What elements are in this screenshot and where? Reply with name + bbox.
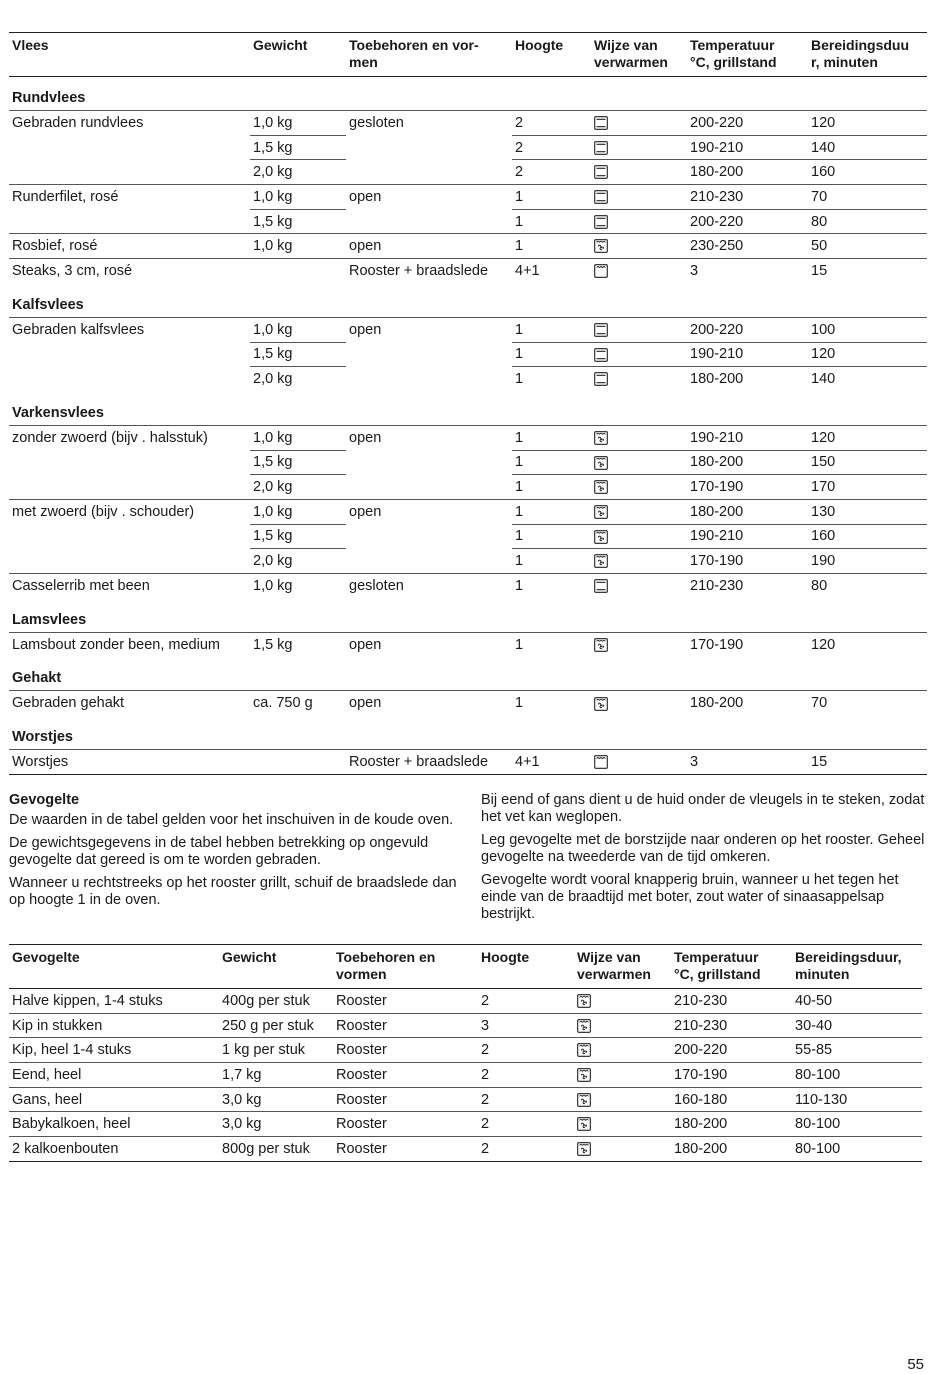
weight-cell: 1,5 kg [250, 342, 346, 367]
table-row [9, 1063, 922, 1088]
circulating-grill-icon [594, 239, 608, 253]
meat-name-cell: Gebraden gehakt [12, 695, 125, 712]
duration-cell: 120 [808, 425, 927, 450]
weight-cell: 1,0 kg [250, 111, 346, 136]
section-header-row [9, 391, 927, 425]
shelf-level-cell: 2 [515, 164, 524, 181]
table-row [9, 234, 927, 259]
meat-table-header [9, 33, 927, 77]
section-header-row [9, 283, 927, 317]
circulating-grill-icon [594, 638, 608, 652]
col-header-hoogte: Hoogte [515, 37, 564, 53]
col-header-toebehoren: Toebehoren en vor- men [349, 37, 479, 70]
duration-cell: 140 [808, 135, 927, 160]
weight-cell: 400g per stuk [222, 992, 310, 1009]
table-row [9, 691, 927, 716]
weight-cell: 1,5 kg [253, 213, 293, 230]
heating-mode-cell [591, 259, 687, 284]
weight-cell: ca. 750 g [253, 695, 313, 712]
heating-mode-cell [591, 549, 687, 574]
temperature-cell: 170-190 [690, 553, 744, 570]
weight-cell: 2,0 kg [253, 371, 293, 388]
heating-mode-cell [591, 111, 687, 136]
heating-mode-cell [574, 1038, 671, 1063]
section-header-row [9, 657, 927, 691]
duration-cell: 160 [808, 524, 927, 549]
accessory-cell: Rooster [333, 1137, 478, 1162]
shelf-level-cell: 1 [515, 479, 524, 496]
table-row [9, 425, 927, 450]
weight-cell: 2,0 kg [253, 553, 293, 570]
heating-mode-cell [591, 367, 687, 392]
table-row [9, 1038, 922, 1063]
shelf-level-cell: 2 [512, 135, 591, 160]
heating-mode-cell [574, 1137, 671, 1162]
circulating-grill-icon [594, 505, 608, 519]
temperature-cell: 200-220 [671, 1038, 792, 1063]
temperature-cell: 210-230 [674, 992, 728, 1009]
duration-cell: 30-40 [792, 1013, 922, 1038]
col-header-verwarmen: Wijze van verwarmen [577, 949, 651, 982]
accessory-cell: open [346, 234, 512, 259]
col-header-temperatuur: Temperatuur °C, grillstand [674, 949, 761, 982]
weight-cell: 1 kg per stuk [219, 1038, 333, 1063]
section-header-row [9, 716, 927, 750]
section-title: Varkensvlees [9, 391, 927, 425]
shelf-level-cell: 1 [512, 185, 591, 210]
heating-mode-cell [591, 524, 687, 549]
temperature-cell: 180-200 [690, 371, 744, 388]
temperature-cell: 3 [687, 750, 808, 775]
duration-cell: 15 [808, 259, 927, 284]
section-title: Rundvlees [9, 77, 927, 111]
accessory-cell: Rooster [333, 1063, 478, 1088]
accessory-cell: Rooster [333, 1013, 478, 1038]
table-row [9, 1137, 922, 1162]
duration-cell: 120 [808, 111, 927, 136]
temperature-cell: 180-200 [671, 1137, 792, 1162]
meat-name-cell: Lamsbout zonder been, medium [12, 636, 220, 653]
circulating-grill-icon [577, 1093, 591, 1107]
top-bottom-heat-icon [594, 372, 608, 386]
heating-mode-cell [591, 160, 687, 185]
poultry-note: Bij eend of gans dient u de huid onder de vleugels in te steken, zodat het vet kan weglopen. [481, 792, 925, 825]
poultry-notes-left [9, 792, 459, 915]
accessory-cell: open [346, 499, 512, 573]
shelf-level-cell: 2 [478, 1087, 574, 1112]
circulating-grill-icon [594, 456, 608, 470]
duration-cell: 100 [808, 317, 927, 342]
duration-cell: 55-85 [792, 1038, 922, 1063]
circulating-grill-icon [577, 1068, 591, 1082]
heating-mode-cell [591, 135, 687, 160]
heating-mode-cell [591, 632, 687, 657]
table-row [9, 1112, 922, 1137]
weight-cell: 1,5 kg [250, 524, 346, 549]
temperature-cell: 190-210 [687, 524, 808, 549]
temperature-cell: 190-210 [687, 342, 808, 367]
table-row [9, 317, 927, 342]
heating-mode-cell [591, 574, 687, 599]
circulating-grill-icon [594, 431, 608, 445]
section-title: Kalfsvlees [9, 283, 927, 317]
duration-cell: 80 [811, 213, 828, 230]
temperature-cell: 3 [687, 259, 808, 284]
weight-cell: 1,5 kg [250, 135, 346, 160]
weight-cell: 1,0 kg [250, 234, 346, 259]
duration-cell: 190 [811, 553, 836, 570]
accessory-cell: open [349, 321, 382, 338]
col-header-gewicht: Gewicht [222, 949, 277, 965]
shelf-level-cell: 4+1 [512, 259, 591, 284]
shelf-level-cell: 1 [512, 574, 591, 599]
meat-name-cell: Gebraden rundvlees [12, 115, 144, 131]
temperature-cell: 180-200 [687, 450, 808, 475]
circulating-grill-icon [577, 1117, 591, 1131]
heating-mode-cell [591, 750, 687, 775]
section-title: Lamsvlees [9, 598, 927, 632]
meat-cooking-table [9, 32, 927, 775]
duration-cell: 70 [811, 695, 828, 712]
heating-mode-cell [591, 425, 687, 450]
heating-mode-cell [591, 342, 687, 367]
shelf-level-cell: 1 [512, 317, 591, 342]
top-bottom-heat-icon [594, 116, 608, 130]
weight-cell: 250 g per stuk [219, 1013, 333, 1038]
temperature-cell: 190-210 [687, 135, 808, 160]
col-header-temperatuur: Temperatuur °C, grillstand [690, 37, 777, 70]
shelf-level-cell: 2 [478, 1038, 574, 1063]
top-bottom-heat-icon [594, 141, 608, 155]
top-bottom-heat-icon [594, 323, 608, 337]
accessory-cell: open [346, 185, 512, 234]
temperature-cell: 170-190 [690, 636, 744, 653]
meat-name-cell: Gebraden kalfsvlees [12, 321, 145, 338]
shelf-level-cell: 1 [515, 213, 524, 230]
duration-cell: 80 [808, 574, 927, 599]
accessory-cell: Rooster [333, 1038, 478, 1063]
poultry-name-cell: Eend, heel [9, 1063, 219, 1088]
shelf-level-cell: 1 [515, 371, 524, 388]
accessory-cell: gesloten [346, 574, 512, 599]
accessory-cell: Rooster + braadslede [346, 750, 512, 775]
weight-cell: 800g per stuk [219, 1137, 333, 1162]
col-header-verwarmen: Wijze van verwarmen [594, 37, 668, 70]
poultry-name-cell: Kip in stukken [9, 1013, 219, 1038]
circulating-grill-icon [594, 480, 608, 494]
accessory-cell: open [349, 695, 382, 712]
duration-cell: 70 [808, 185, 927, 210]
shelf-level-cell: 1 [512, 524, 591, 549]
poultry-table-header [9, 945, 922, 989]
table-row [9, 1013, 922, 1038]
weight-cell: 3,0 kg [219, 1087, 333, 1112]
section-title: Gehakt [9, 657, 927, 691]
poultry-name-cell: Halve kippen, 1-4 stuks [12, 992, 163, 1009]
duration-cell: 80-100 [792, 1063, 922, 1088]
col-header-vlees: Vlees [12, 37, 49, 53]
duration-cell: 40-50 [795, 992, 833, 1009]
col-header-gewicht: Gewicht [253, 37, 308, 53]
duration-cell: 120 [808, 342, 927, 367]
table-row [9, 259, 927, 284]
temperature-cell: 180-200 [687, 499, 808, 524]
accessory-cell: open [349, 429, 382, 446]
shelf-level-cell: 2 [512, 111, 591, 136]
col-header-bereidingsduur: Bereidingsduur, minuten [795, 949, 902, 982]
circulating-grill-icon [577, 1142, 591, 1156]
meat-name-cell: zonder zwoerd (bijv . halsstuk) [12, 429, 208, 446]
shelf-level-cell: 1 [512, 234, 591, 259]
poultry-note: Leg gevogelte met de borstzijde naar onderen op het rooster. Geheel gevogelte na tweederde van de tijd omkeren. [481, 832, 925, 865]
poultry-name-cell: 2 kalkoenbouten [9, 1137, 219, 1162]
poultry-name-cell: Babykalkoen, heel [9, 1112, 219, 1137]
temperature-cell: 180-200 [671, 1112, 792, 1137]
table-row [9, 750, 927, 775]
table-row [9, 499, 927, 524]
table-row [9, 574, 927, 599]
shelf-level-cell: 1 [515, 695, 524, 712]
section-title: Worstjes [9, 716, 927, 750]
col-header-toebehoren: Toebehoren en vormen [336, 949, 436, 982]
temperature-cell: 170-190 [671, 1063, 792, 1088]
shelf-level-cell: 1 [512, 425, 591, 450]
duration-cell: 160 [811, 164, 836, 181]
weight-cell: 1,5 kg [253, 636, 293, 653]
heating-mode-cell [591, 209, 687, 234]
shelf-level-cell: 1 [512, 450, 591, 475]
circulating-grill-icon [594, 697, 608, 711]
duration-cell: 130 [808, 499, 927, 524]
meat-name-cell: Steaks, 3 cm, rosé [9, 259, 250, 284]
shelf-level-cell: 1 [512, 499, 591, 524]
poultry-note: De waarden in de tabel gelden voor het inschuiven in de koude oven. [9, 812, 454, 828]
heating-mode-cell [591, 691, 687, 716]
shelf-level-cell: 2 [481, 992, 490, 1009]
heating-mode-cell [591, 475, 687, 500]
heating-mode-cell [574, 1087, 671, 1112]
heating-mode-cell [591, 450, 687, 475]
weight-cell: 1,0 kg [250, 425, 346, 450]
shelf-level-cell: 2 [478, 1112, 574, 1137]
temperature-cell: 190-210 [687, 425, 808, 450]
temperature-cell: 170-190 [690, 479, 744, 496]
temperature-cell: 180-200 [690, 164, 744, 181]
poultry-note: Wanneer u rechtstreeks op het rooster grillt, schuif de braadslede dan op hoogte 1 in de oven. [9, 875, 457, 908]
weight-cell: 1,0 kg [250, 499, 346, 524]
shelf-level-cell: 4+1 [512, 750, 591, 775]
top-bottom-heat-icon [594, 190, 608, 204]
meat-name-cell: met zwoerd (bijv . schouder) [9, 499, 250, 573]
col-header-bereidingsduur: Bereidingsduu r, minuten [811, 37, 910, 70]
weight-cell [250, 259, 346, 284]
grill-icon [594, 755, 608, 769]
weight-cell [250, 750, 346, 775]
meat-name-cell: Rosbief, rosé [9, 234, 250, 259]
grill-icon [594, 264, 608, 278]
heating-mode-cell [574, 1013, 671, 1038]
heating-mode-cell [574, 989, 671, 1014]
top-bottom-heat-icon [594, 165, 608, 179]
temperature-cell: 210-230 [671, 1013, 792, 1038]
duration-cell: 140 [811, 371, 836, 388]
temperature-cell: 210-230 [687, 574, 808, 599]
accessory-cell: Rooster + braadslede [346, 259, 512, 284]
page-number: 55 [907, 1356, 924, 1373]
weight-cell: 1,0 kg [250, 317, 346, 342]
shelf-level-cell: 2 [478, 1063, 574, 1088]
temperature-cell: 180-200 [690, 695, 744, 712]
heating-mode-cell [574, 1063, 671, 1088]
weight-cell: 1,7 kg [219, 1063, 333, 1088]
duration-cell: 80-100 [792, 1112, 922, 1137]
temperature-cell: 200-220 [687, 317, 808, 342]
poultry-heading: Gevogelte [9, 792, 80, 808]
top-bottom-heat-icon [594, 348, 608, 362]
duration-cell: 150 [808, 450, 927, 475]
duration-cell: 50 [808, 234, 927, 259]
poultry-notes-right [481, 792, 926, 929]
duration-cell: 80-100 [792, 1137, 922, 1162]
weight-cell: 1,5 kg [250, 450, 346, 475]
weight-cell: 3,0 kg [219, 1112, 333, 1137]
duration-cell: 170 [811, 479, 836, 496]
col-header-hoogte: Hoogte [481, 949, 530, 965]
circulating-grill-icon [594, 554, 608, 568]
table-row [9, 632, 927, 657]
section-header-row [9, 598, 927, 632]
shelf-level-cell: 3 [478, 1013, 574, 1038]
shelf-level-cell: 1 [515, 636, 524, 653]
accessory-cell: Rooster [333, 1112, 478, 1137]
duration-cell: 15 [808, 750, 927, 775]
duration-cell: 120 [811, 636, 836, 653]
meat-name-cell: Runderfilet, rosé [9, 185, 250, 234]
shelf-level-cell: 2 [478, 1137, 574, 1162]
weight-cell: 2,0 kg [253, 479, 293, 496]
weight-cell: 2,0 kg [253, 164, 293, 181]
table-row [9, 185, 927, 210]
temperature-cell: 210-230 [687, 185, 808, 210]
poultry-note: De gewichtsgegevens in de tabel hebben betrekking op ongevuld gevogelte dat gereed is om te worden gebraden. [9, 835, 429, 868]
temperature-cell: 160-180 [671, 1087, 792, 1112]
meat-name-cell: Casselerrib met been [9, 574, 250, 599]
heating-mode-cell [591, 499, 687, 524]
shelf-level-cell: 1 [512, 342, 591, 367]
duration-cell: 110-130 [792, 1087, 922, 1112]
section-header-row [9, 77, 927, 111]
accessory-cell: Rooster [333, 1087, 478, 1112]
heating-mode-cell [591, 317, 687, 342]
heating-mode-cell [591, 234, 687, 259]
heating-mode-cell [591, 185, 687, 210]
table-row [9, 1087, 922, 1112]
top-bottom-heat-icon [594, 579, 608, 593]
weight-cell: 1,0 kg [250, 574, 346, 599]
heating-mode-cell [574, 1112, 671, 1137]
temperature-cell: 200-220 [687, 111, 808, 136]
circulating-grill-icon [577, 1019, 591, 1033]
temperature-cell: 230-250 [687, 234, 808, 259]
poultry-cooking-table [9, 944, 922, 1162]
accessory-cell: gesloten [349, 115, 404, 131]
col-header-gevogelte: Gevogelte [12, 949, 80, 965]
shelf-level-cell: 1 [515, 553, 524, 570]
poultry-name-cell: Kip, heel 1-4 stuks [9, 1038, 219, 1063]
table-row [9, 111, 927, 136]
circulating-grill-icon [577, 994, 591, 1008]
accessory-cell: open [349, 636, 382, 653]
circulating-grill-icon [594, 530, 608, 544]
table-row [9, 989, 922, 1014]
temperature-cell: 200-220 [690, 213, 744, 230]
top-bottom-heat-icon [594, 215, 608, 229]
weight-cell: 1,0 kg [250, 185, 346, 210]
meat-name-cell: Worstjes [9, 750, 250, 775]
accessory-cell: Rooster [336, 992, 387, 1009]
poultry-note: Gevogelte wordt vooral knapperig bruin, wanneer u het tegen het einde van de braadtijd met boter, zout water of sinaasappelsap bestrijkt. [481, 872, 899, 922]
poultry-name-cell: Gans, heel [9, 1087, 219, 1112]
circulating-grill-icon [577, 1043, 591, 1057]
